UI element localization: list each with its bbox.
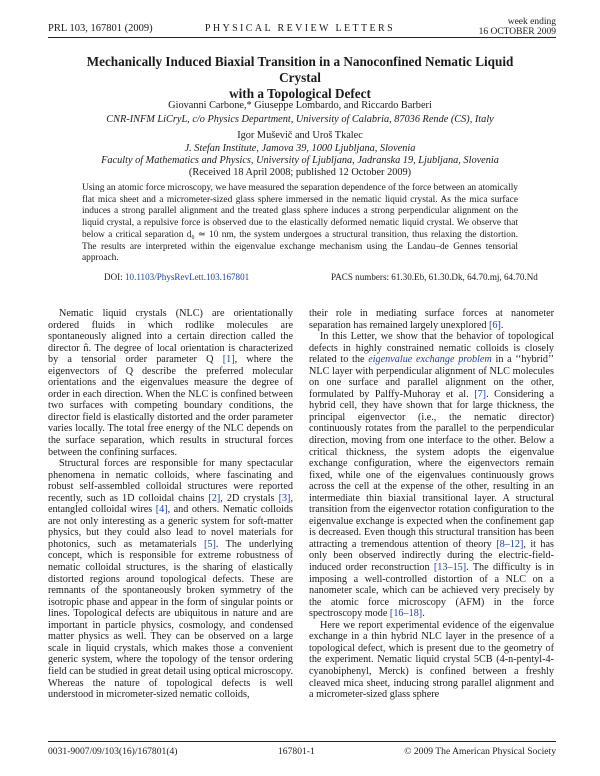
footer-page: 167801-1	[278, 746, 315, 757]
journal-reference: PRL 103, 167801 (2009)	[48, 23, 153, 34]
body-left-column	[48, 308, 293, 701]
paper-title	[70, 54, 530, 102]
footer-issn: 0031-9007/09/103(16)/167801(4)	[48, 746, 178, 757]
citation-link[interactable]: [13–15]	[433, 562, 467, 574]
citation-link[interactable]: [8–12]	[496, 538, 524, 550]
citation-link[interactable]: [5]	[204, 538, 216, 550]
authors-group-2: Igor Muševič and Uroš Tkalec	[237, 130, 363, 141]
affiliation-2a: J. Stefan Institute, Jamova 39, 1000 Ljubljana, Slovenia	[184, 143, 416, 154]
footer-divider	[48, 741, 556, 742]
doi-line	[104, 272, 249, 282]
citation-link[interactable]: [7]	[474, 388, 487, 400]
citation-link[interactable]: [16–18]	[389, 608, 423, 620]
date-label: 16 OCTOBER 2009	[478, 27, 556, 37]
citation-link[interactable]: [4]	[155, 504, 168, 516]
affiliation-2b: Faculty of Mathematics and Physics, University of Ljubljana, Jadranska 19, Ljubljana, Slovenia	[101, 155, 499, 166]
abstract: Using an atomic force microscopy, we have measured the separation dependence of the force between an atomically flat mica sheet and a micrometer-sized glass sphere immersed in the nematic liquid crystal. As the mica surface induces a strong parallel alignment and the treated glass sphere induces a strong perpendicular alignment on the liquid crystal, a repulsive force is observed due to the elastically deformed nematic liquid crystal. We observe that below a critical separation d₀ ≃ 10 nm, the system undergoes a structural transition, thus relaxing the distortion. The results are interpreted within the eigenvalue exchange mechanism using the Landau–de Gennes tensorial approach.	[82, 183, 518, 264]
paragraph-intro: Nematic liquid crystals (NLC) are orientationally ordered fluids in which rodlike molecules are spontaneously aligned into a certain direction called the director n̂. The degree of local orientation is characterized by a tensorial order parameter Q [1], where the eigenvectors of Q describe the preferred molecular orientations and the eigenvalues measure the degree of order in each direction. When the NLC is confined between two surfaces with competing boundary conditions, the director field is elastically distorted and the order parameter varies locally. The total free energy of the NLC depends on the surface separation, which results in structural forces between the confining surfaces.	[48, 308, 293, 458]
week-label: week ending	[507, 17, 556, 27]
footer-copyright: © 2009 The American Physical Society	[404, 746, 556, 757]
title-line-2: with a Topological Defect	[229, 86, 371, 101]
doi-link[interactable]: 10.1103/PhysRevLett.103.167801	[124, 272, 250, 282]
header-divider	[48, 37, 556, 38]
received-dates: (Received 18 April 2008; published 12 October 2009)	[188, 167, 412, 178]
journal-name: PHYSICAL REVIEW LETTERS	[204, 23, 396, 34]
citation-link[interactable]: [2]	[208, 492, 221, 504]
title-line-1: Mechanically Induced Biaxial Transition in a Nanoconfined Nematic Liquid Crystal	[86, 54, 514, 85]
eigenvalue-exchange-link[interactable]: eigenvalue exchange problem	[368, 354, 492, 366]
paragraph-continued: their role in mediating surface forces at nanometer separation has remained largely unexplored [6].	[309, 308, 554, 331]
issue-date	[479, 17, 556, 37]
affiliation-1: CNR-INFM LiCryL, c/o Physics Department, University of Calabria, 87036 Rende (CS), Italy	[106, 114, 494, 125]
citation-link[interactable]: [6]	[489, 319, 501, 331]
authors-group-1: Giovanni Carbone,* Giuseppe Lombardo, and Riccardo Barberi	[168, 100, 432, 111]
doi-label: DOI:	[104, 272, 123, 282]
body-right-column	[309, 308, 554, 701]
citation-link[interactable]: [3]	[278, 492, 291, 504]
citation-link[interactable]: [1]	[222, 354, 235, 366]
paragraph-structural-forces: Structural forces are responsible for many spectacular phenomena in nematic colloids, where fascinating and robust self-assembled colloidal structures were reported recently, such as 1D colloidal chains [2], 2D crystals [3], entangled colloidal wires [4], and others. Nematic colloids are not only interesting as a generic system for soft-matter physics, but they could also lead to novel materials for photonics, such as metamaterials [5]. The underlying concept, which is responsible for extreme robustness of nematic colloidal structures, is the sharing of elastically distorted regions around topological defects. These are remnants of the spontaneously broken symmetry of the isotropic phase and appear in the form of singular points or lines. Topological defects are ubiquitous in nature and are important in particle physics, cosmology, and condensed matter physics as well. They can be observed on a large scale in liquid crystals, which makes those a convenient generic system, where the topology of the tensor ordering field can be studied in great detail using optical microscopy. Whereas the nature of topological defects is well understood in micrometer-sized nematic colloids,	[48, 458, 293, 701]
pacs-numbers: PACS numbers: 61.30.Eb, 61.30.Dk, 64.70.mj, 64.70.Nd	[331, 272, 538, 282]
paragraph-this-letter: In this Letter, we show that the behavior of topological defects in highly constrained nematic colloids is closely related to the eigenvalue exchange problem in a ‘‘hybrid’’ NLC layer with perpendicular alignment of NLC molecules on one surface and parallel alignment on the other, formulated by Palffy-Muhoray et al. [7]. Considering a hybrid cell, they have shown that for large thickness, the principal eigenvector (i.e., the nematic director) continuously rotates from the parallel to the perpendicular direction, moving from one interface to the other. Below a critical thickness, the system adopts the eigenvalue exchange configuration, where the eigenvectors remain fixed, while one of the eigenvalues continuously grows across the cell at the expense of the other, resulting in an intermediate thin biaxial transitional layer. A structural transition from the eigenvector rotation configuration to the eigenvalue exchange is expected when the confinement gap is decreased. Even though this structural transition has been attracting a tremendous attention of theory [8–12], it has only been observed indirectly during the electric-field-induced order reconstruction [13–15]. The difficulty is in imposing a well-controlled distortion of a NLC on a nanometer scale, which can be achieved very precisely by the atomic force microscopy (AFM) in the force spectroscopy mode [16–18].	[309, 331, 554, 620]
paragraph-experiment: Here we report experimental evidence of the eigenvalue exchange in a thin hybrid NLC layer in the presence of a topological defect, which is present due to the geometry of the experiment. Nematic liquid crystal 5CB (4-n-pentyl-4-cyanobiphenyl, Merck) is confined between a freshly cleaved mica sheet, inducing strong parallel alignment and a micrometer-sized glass sphere	[309, 619, 554, 701]
